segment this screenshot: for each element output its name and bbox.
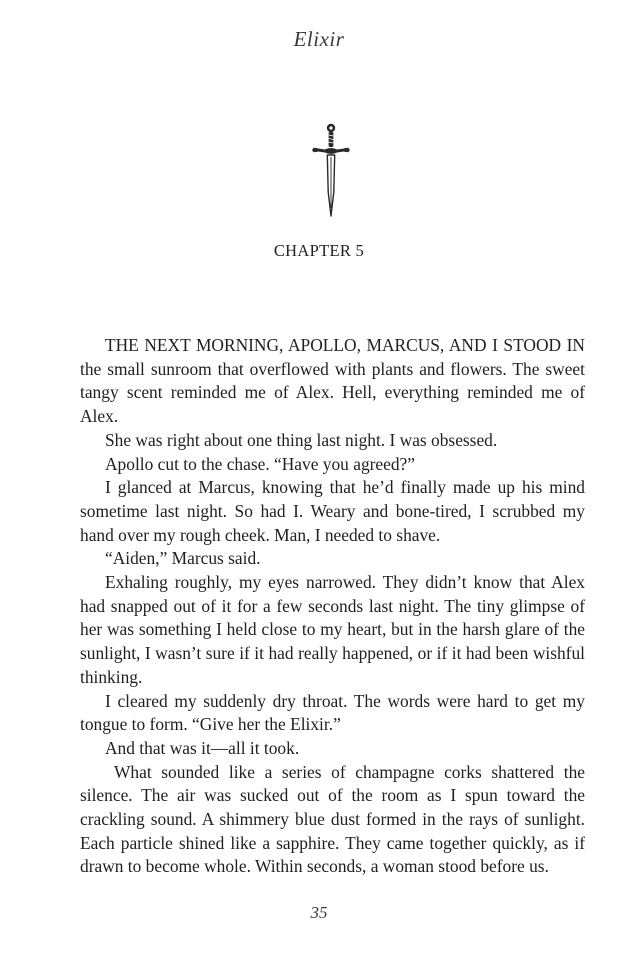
dagger-icon <box>311 122 351 218</box>
paragraph: Apollo cut to the chase. “Have you agreed?” <box>105 453 415 474</box>
paragraph: Exhaling roughly, my eyes narrowed. They didn’t know that Alex had snapped out of it for a few seconds last night. The tiny glimpse of her was something I held close to my heart, but in the harsh glare of the sunlight, I wasn’t sure if it had really happened, or if it had been wishful thinking. <box>80 572 585 687</box>
paragraph: I glanced at Marcus, knowing that he’d finally made up his mind sometime last night. So had I. Weary and bone-tired, I scrubbed my hand over my rough cheek. Man, I needed to shave. <box>80 477 585 545</box>
running-head: Elixir <box>293 27 345 51</box>
paragraph: THE NEXT MORNING, APOLLO, MARCUS, AND I STOOD IN the small sunroom that overflowed with plants and flowers. The sweet tangy scent reminded me of Alex. Hell, everything reminded me of Alex. <box>80 335 585 427</box>
paragraph: And that was it—all it took. <box>105 737 300 758</box>
paragraph: What sounded like a series of champagne corks shattered the silence. The air was sucked out of the room as I spun toward the crackling sound. A shimmery blue dust formed in the rays of sunlight. Each particle shined like a sapphire. They came together quickly, as if drawn to become whole. Within seconds, a woman stood before us. <box>80 761 585 877</box>
page-number: 35 <box>310 903 328 922</box>
paragraph: “Aiden,” Marcus said. <box>105 548 261 569</box>
chapter-body <box>80 334 585 879</box>
chapter-title: CHAPTER 5 <box>273 241 365 260</box>
paragraph: I cleared my suddenly dry throat. The words were hard to get my tongue to form. “Give her the Elixir.” <box>80 690 585 735</box>
paragraph: She was right about one thing last night. I was obsessed. <box>105 429 498 450</box>
